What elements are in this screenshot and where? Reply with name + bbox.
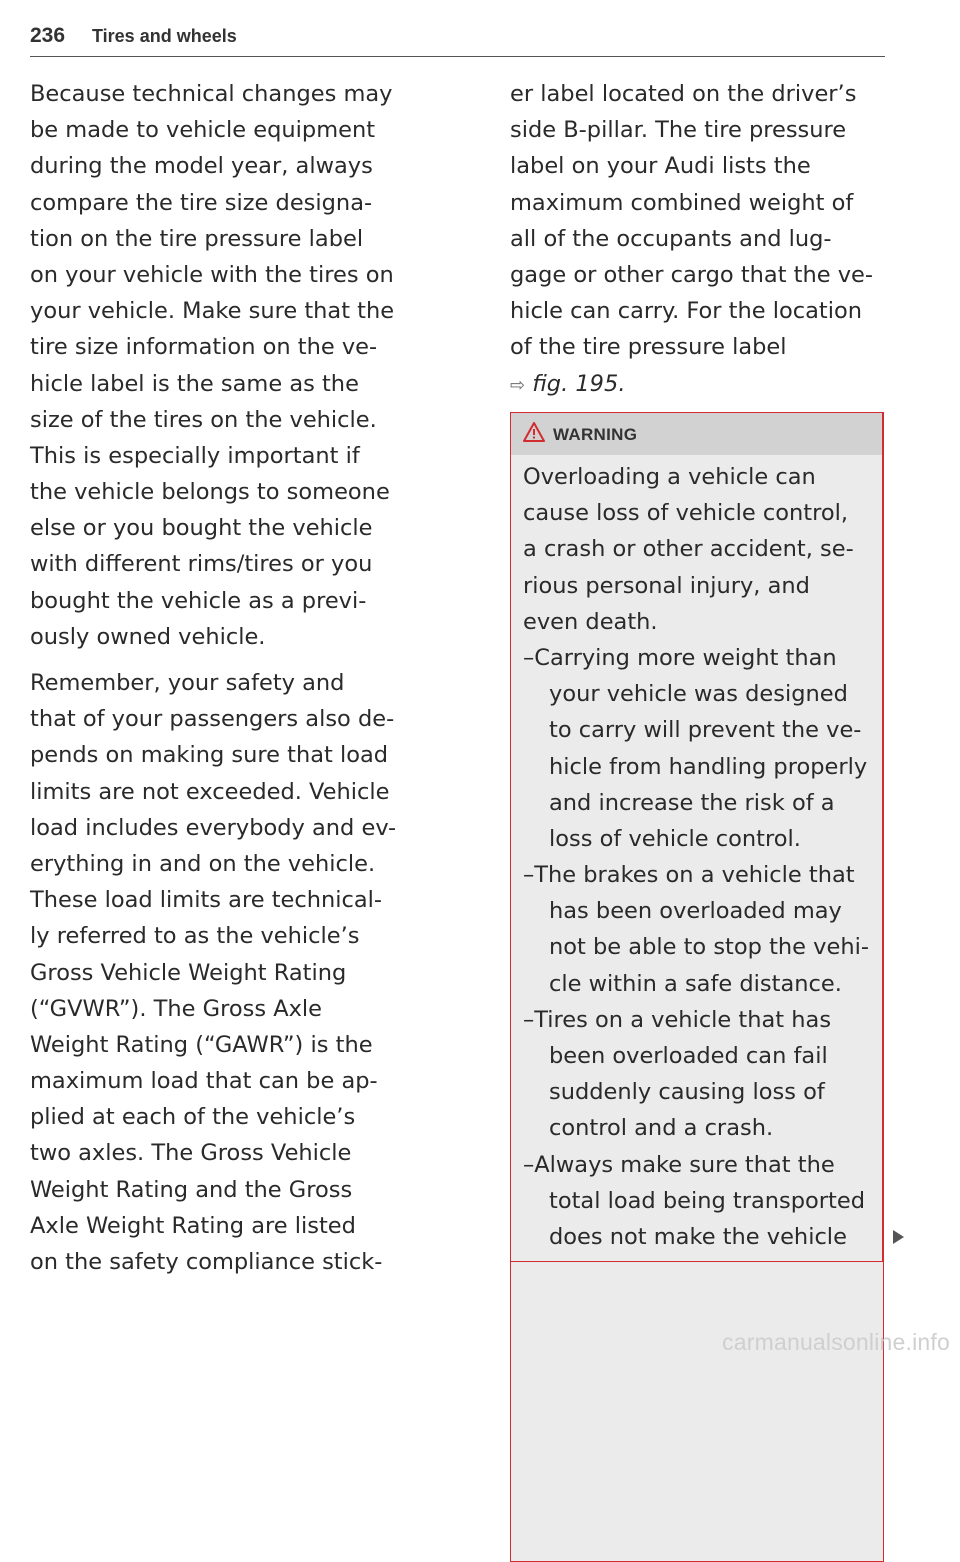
text-line: a crash or other accident, se-	[523, 536, 854, 563]
text-line: ly referred to as the vehicle’s	[30, 923, 360, 950]
text-line: cause loss of vehicle control,	[523, 500, 849, 527]
text-line: maximum load that can be ap-	[30, 1068, 378, 1095]
text-line: Weight Rating and the Gross	[30, 1176, 353, 1203]
bullet-line: your vehicle was designed	[549, 681, 848, 708]
paragraph-gap	[30, 655, 480, 665]
bullet-line: been overloaded can fail	[549, 1043, 828, 1069]
text-line: Gross Vehicle Weight Rating	[30, 959, 347, 986]
figure-reference-line	[510, 366, 890, 402]
text-line: Axle Weight Rating are listed	[30, 1212, 356, 1239]
text-line: on the safety compliance stick-	[30, 1249, 383, 1275]
text-line: that of your passengers also de-	[30, 706, 395, 733]
warning-header	[511, 413, 882, 455]
text-line: erything in and on the vehicle.	[30, 850, 376, 877]
text-line: size of the tires on the vehicle.	[30, 406, 377, 433]
bullet-first-line: –Carrying more weight than	[523, 644, 837, 671]
text-line: all of the occupants and lug-	[510, 225, 832, 252]
text-line: load includes everybody and ev-	[30, 814, 397, 841]
figure-reference-link[interactable]: fig. 195.	[532, 370, 626, 397]
warning-title: WARNING	[553, 425, 638, 444]
text-line: plied at each of the vehicle’s	[30, 1104, 356, 1131]
watermark: carmanualsonline.info	[722, 1329, 950, 1355]
bullet-line: total load being transported	[549, 1187, 865, 1214]
warning-bullet	[523, 1002, 879, 1147]
section-title: Tires and wheels	[92, 26, 237, 46]
bullet-line: cle within a safe distance.	[549, 970, 842, 997]
text-line: with different rims/tires or you	[30, 551, 373, 578]
text-line: hicle label is the same as the	[30, 370, 359, 397]
text-line: rious personal injury, and	[523, 572, 810, 599]
bullet-first-line: –The brakes on a vehicle that	[523, 862, 855, 889]
bullet-line: control and a crash.	[549, 1115, 774, 1142]
text-line: your vehicle. Make sure that the	[30, 298, 395, 325]
text-line: label on your Audi lists the	[510, 153, 811, 180]
bullet-line: and increase the risk of a	[549, 789, 835, 816]
text-line: two axles. The Gross Vehicle	[30, 1140, 352, 1167]
page-number: 236	[30, 24, 66, 47]
warning-triangle-icon	[523, 422, 545, 442]
text-line: gage or other cargo that the ve-	[510, 261, 874, 288]
text-line: ously owned vehicle.	[30, 623, 266, 650]
text-line: limits are not exceeded. Vehicle	[30, 778, 390, 805]
bullet-line: hicle from handling properly	[549, 753, 868, 780]
left-column	[30, 76, 480, 1280]
warning	[510, 412, 883, 1262]
text-line: Overloading a vehicle can	[523, 464, 816, 490]
bullet-line: has been overloaded may	[549, 898, 842, 925]
text-line: bought the vehicle as a previ-	[30, 587, 367, 614]
text-line: side B-pillar. The tire pressure	[510, 117, 847, 144]
bullet-first-line: –Always make sure that the	[523, 1151, 835, 1178]
text-line: er label located on the driver’s	[510, 81, 857, 107]
bullet-line: loss of vehicle control.	[549, 825, 801, 852]
bullet-line: to carry will prevent the ve-	[549, 717, 862, 744]
paragraph-2	[30, 665, 480, 1280]
text-line: maximum combined weight of	[510, 189, 854, 216]
text-line: compare the tire size designa-	[30, 189, 373, 216]
paragraph-1	[30, 76, 480, 655]
text-line: pends on making sure that load	[30, 742, 389, 769]
text-line: These load limits are technical-	[30, 887, 383, 914]
text-line: (“GVWR”). The Gross Axle	[30, 995, 322, 1022]
bullet-line: not be able to stop the vehi-	[549, 934, 869, 961]
bullet-line: does not make the vehicle	[549, 1223, 847, 1250]
text-line: during the model year, always	[30, 153, 373, 180]
warning-bullet	[523, 640, 879, 857]
text-line: of the tire pressure label	[510, 334, 787, 361]
text-line: Weight Rating (“GAWR”) is the	[30, 1031, 373, 1058]
right-column	[510, 76, 890, 402]
text-line: tire size information on the ve-	[30, 334, 378, 361]
warning-bullet	[523, 857, 879, 1002]
text-line: else or you bought the vehicle	[30, 515, 373, 542]
text-line: on your vehicle with the tires on	[30, 261, 394, 288]
text-line: Because technical changes may	[30, 81, 393, 107]
text-line: hicle can carry. For the location	[510, 298, 863, 325]
text-line: the vehicle belongs to someone	[30, 479, 390, 506]
text-line: This is especially important if	[30, 442, 360, 469]
text-line: Remember, your safety and	[30, 670, 345, 696]
page-header	[30, 20, 885, 57]
warning-bullet	[523, 1147, 879, 1256]
text-line: even death.	[523, 608, 658, 635]
continued-arrow-icon	[893, 1230, 904, 1244]
bullet-line: suddenly causing loss of	[549, 1079, 825, 1106]
bullet-first-line: –Tires on a vehicle that has	[523, 1006, 832, 1033]
arrow-right-icon: ⇨	[510, 374, 526, 396]
text-line: tion on the tire pressure label	[30, 225, 364, 252]
text-line: be made to vehicle equipment	[30, 117, 376, 144]
warning-body	[523, 459, 879, 1255]
